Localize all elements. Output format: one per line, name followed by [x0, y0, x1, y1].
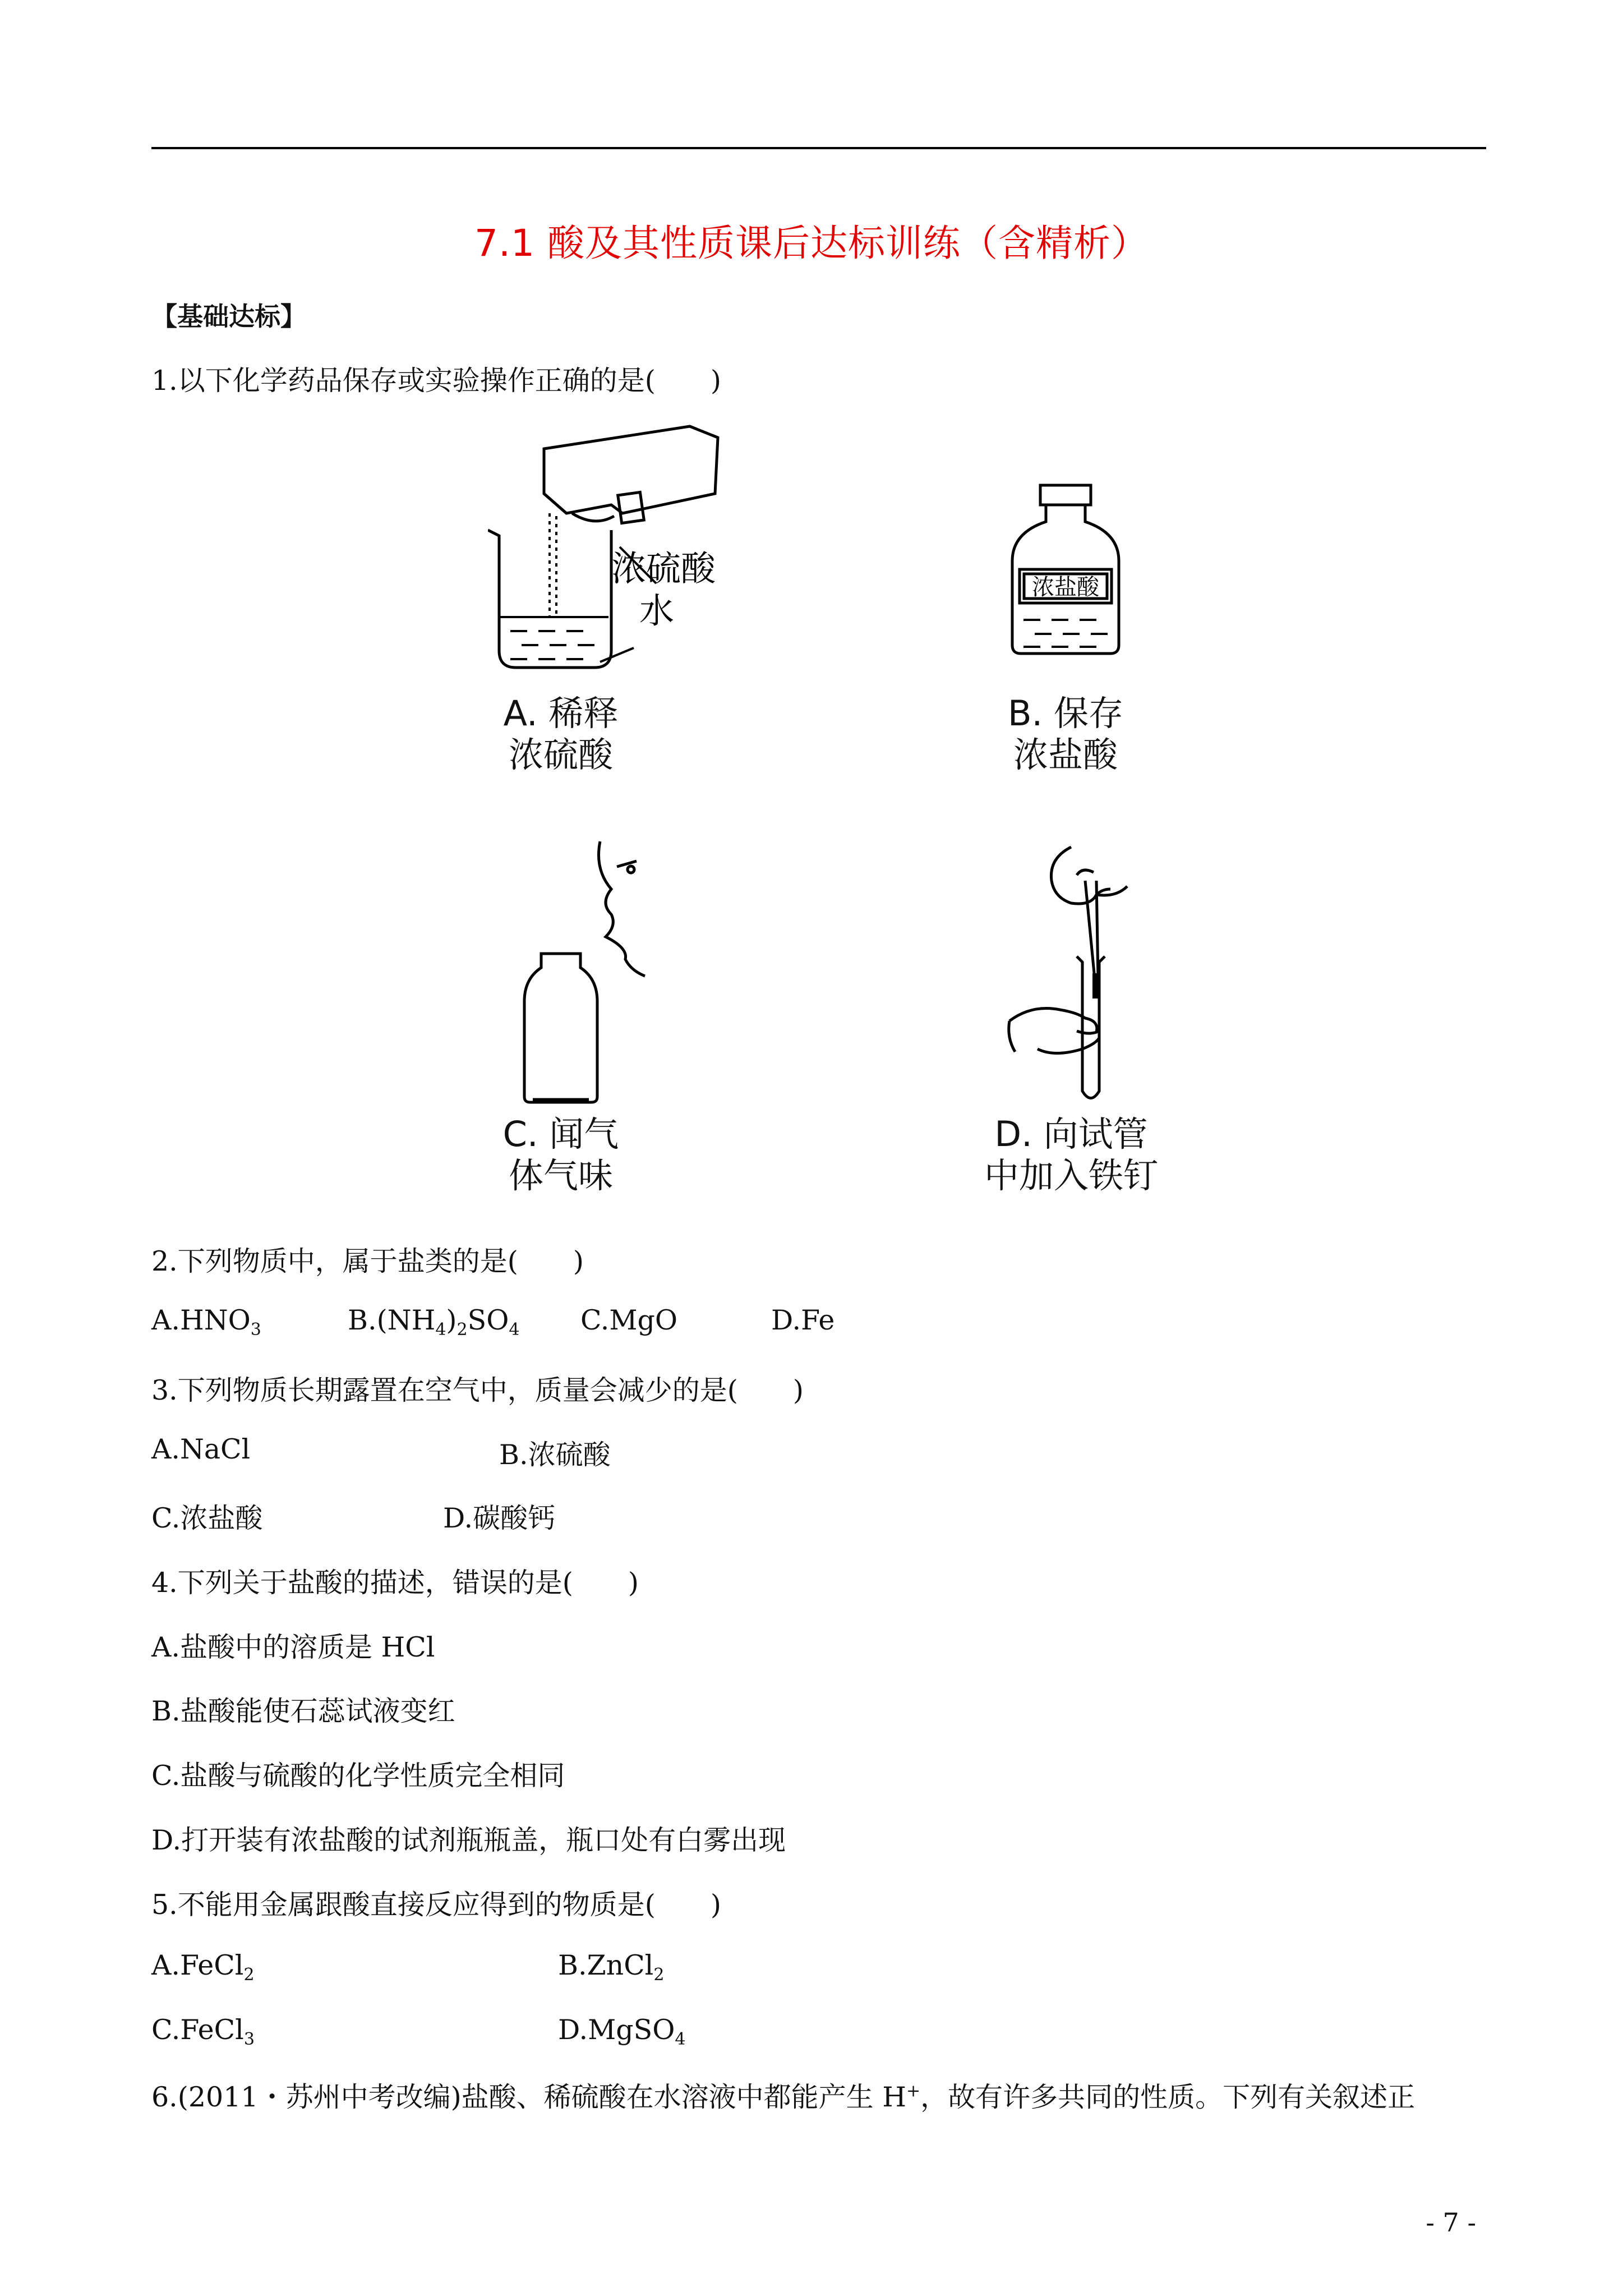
question-1-stem: 1.以下化学药品保存或实验操作正确的是( )	[151, 365, 721, 397]
question-4-option-a: A.盐酸中的溶质是 HCl	[151, 1631, 435, 1663]
question-6-stem: 6.(2011・苏州中考改编)盐酸、稀硫酸在水溶液中都能产生 H+，故有许多共同的性质。下列有关叙述正	[151, 2081, 1415, 2113]
question-2-option-b: $B.(NH_4)_2SO_4$	[348, 1304, 520, 1340]
figure-d-caption-line-2: 中加入铁钉	[984, 1155, 1158, 1196]
question-4-stem: 4.下列关于盐酸的描述，错误的是( )	[151, 1567, 639, 1599]
figure-b-bottle-label: 浓盐酸	[1032, 574, 1099, 600]
question-3-option-d: D.碳酸钙	[443, 1502, 556, 1534]
figure-b-caption	[987, 693, 1144, 776]
figure-b-caption-line-1: B. 保存	[1008, 693, 1123, 734]
question-4-option-c: C.盐酸与硫酸的化学性质完全相同	[151, 1760, 565, 1792]
question-4-option-b: B.盐酸能使石蕊试液变红	[151, 1695, 455, 1727]
figure-d-caption-line-1: D. 向试管	[994, 1114, 1148, 1154]
figure-d-caption	[953, 1114, 1189, 1197]
header-rule	[151, 147, 1486, 149]
page-title: 7.1 酸及其性质课后达标训练（含精析）	[474, 222, 1149, 265]
question-2-option-d: D.Fe	[771, 1304, 835, 1336]
question-2-option-c: C.MgO	[580, 1304, 678, 1336]
figure-a-caption-line-1: A. 稀释	[503, 693, 619, 734]
figure-b-caption-line-2: 浓盐酸	[1013, 734, 1118, 775]
question-3-stem: 3.下列物质长期露置在空气中，质量会减少的是( )	[151, 1374, 804, 1406]
question-2-option-a: $A.HNO_3$	[151, 1304, 261, 1340]
figure-c-caption-line-1: C. 闻气	[502, 1114, 619, 1154]
figure-a-beaker	[488, 415, 746, 684]
question-3-option-b: B.浓硫酸	[499, 1439, 611, 1471]
question-2-stem: 2.下列物质中，属于盐类的是( )	[151, 1245, 584, 1277]
question-4-option-d: D.打开装有浓盐酸的试剂瓶瓶盖，瓶口处有白雾出现	[151, 1824, 786, 1856]
figure-a-caption-line-2: 浓硫酸	[508, 734, 613, 775]
page-number: - 7 -	[1426, 2207, 1476, 2238]
figure-d-test-tube	[998, 836, 1166, 1111]
figure-a-caption	[477, 693, 645, 776]
figure-c-smelling	[516, 836, 695, 1105]
figure-c-caption	[477, 1114, 645, 1197]
question-5-stem: 5.不能用金属跟酸直接反应得到的物质是( )	[151, 1889, 721, 1921]
question-5-option-b: B.ZnCl$_2$	[558, 1949, 665, 1985]
question-5-option-d: D.MgSO$_4$	[558, 2014, 686, 2049]
question-5-option-c: C.FeCl$_3$	[151, 2014, 255, 2049]
question-5-option-a: A.FeCl$_2$	[151, 1949, 255, 1985]
question-3-option-a: A.NaCl	[151, 1433, 251, 1465]
question-3-option-c: C.浓盐酸	[151, 1502, 263, 1534]
figure-b-bottle	[1009, 482, 1122, 662]
section-heading: 【基础达标】	[151, 301, 306, 332]
figure-c-caption-line-2: 体气味	[508, 1155, 613, 1196]
figure-a-water-label: 水	[639, 590, 675, 631]
figure-a-acid-label: 浓硫酸	[611, 548, 716, 589]
